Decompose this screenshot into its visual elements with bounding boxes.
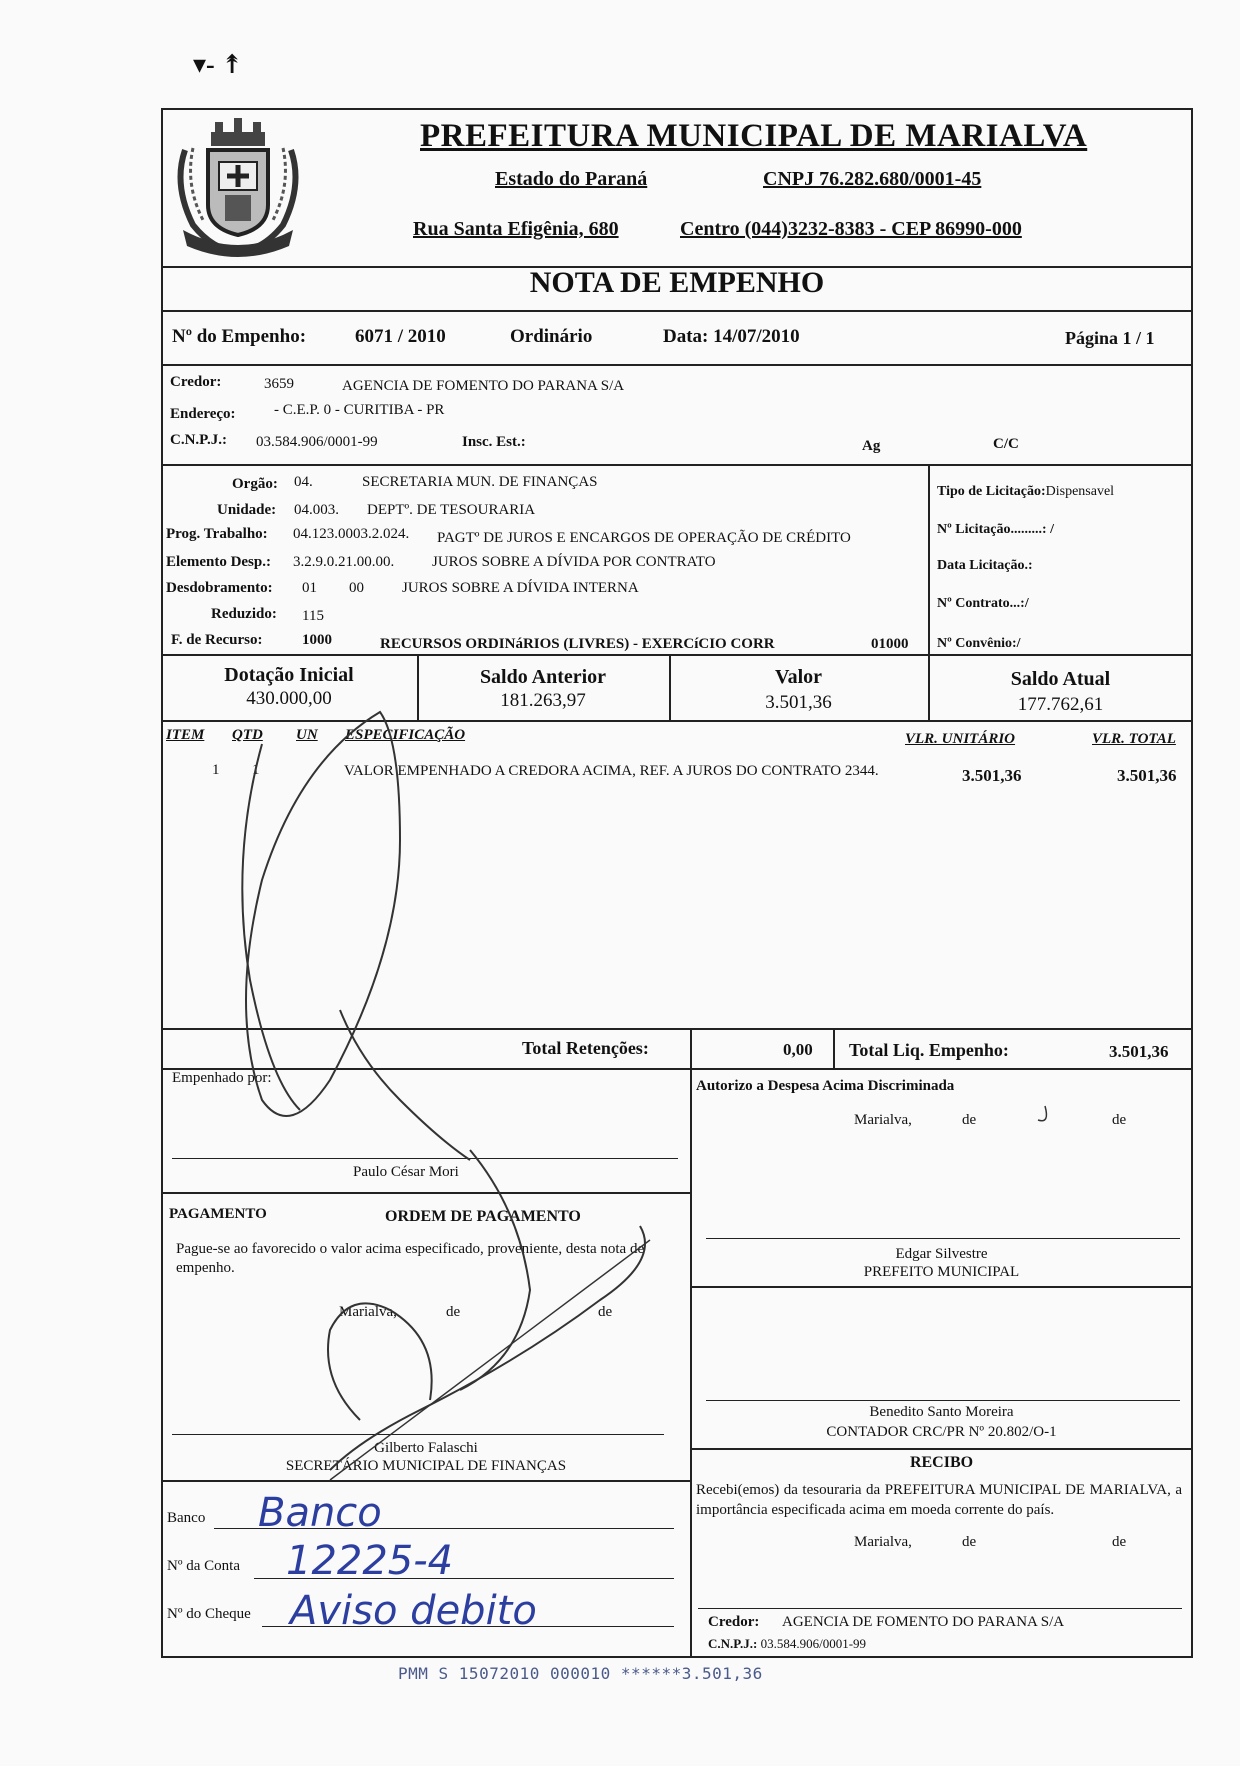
summary-row [161, 1028, 1193, 1070]
desd-code1: 01 [302, 580, 317, 596]
elem-label: Elemento Desp.: [166, 554, 271, 570]
fonte-code: 1000 [302, 632, 332, 648]
pagamento-text: Pague-se ao favorecido o valor acima especificado, proveniente, desta nota de empenho. [176, 1241, 645, 1276]
pagamento-de1: de [446, 1304, 461, 1320]
row-qtd: 1 [252, 762, 260, 778]
empenho-label: Nº do Empenho: [172, 326, 307, 347]
fonte-name: RECURSOS ORDINáRIOS (LIVRES) - EXERCíCIO CORR [380, 636, 775, 652]
licitacao-data: Data Licitação.: [937, 558, 1033, 573]
reduzido-value: 115 [302, 608, 324, 624]
licitacao-convenio: Nº Convênio:/ [937, 636, 1021, 651]
contador-title: CONTADOR CRC/PR Nº 20.802/O-1 [826, 1424, 1057, 1440]
banco-handwriting: Banco [258, 1490, 382, 1536]
col-un: UN [296, 727, 318, 743]
doc-title: NOTA DE EMPENHO [529, 266, 825, 299]
budget-divider [928, 464, 930, 656]
prefeito-title: PREFEITO MUNICIPAL [863, 1264, 1020, 1280]
orgao-name: SECRETARIA MUN. DE FINANÇAS [362, 474, 598, 490]
autorizo-de2: de [1112, 1112, 1127, 1128]
desd-name: JUROS SOBRE A DÍVIDA INTERNA [402, 580, 639, 596]
reduzido-label: Reduzido: [211, 606, 277, 622]
prog-code: 04.123.0003.2.024. [293, 526, 410, 542]
recibo-de1: de [962, 1534, 977, 1550]
unidade-label: Unidade: [217, 502, 277, 518]
corner-mark: ▾- ↟ [193, 50, 243, 79]
licitacao-numero: Nº Licitação.........: / [937, 522, 1054, 537]
prefeito-name: Edgar Silvestre [895, 1246, 988, 1262]
credor-cnpj: 03.584.906/0001-99 [256, 434, 378, 450]
recibo-credor-label: Credor: [708, 1614, 760, 1630]
col-qtd: QTD [232, 727, 263, 743]
autorizo-de1: de [962, 1112, 977, 1128]
prog-name: PAGTº DE JUROS E ENCARGOS DE OPERAÇÃO DE CRÉDITO [437, 530, 851, 546]
empenho-type: Ordinário [510, 326, 593, 347]
saldo-anterior-value: 181.263,97 [500, 690, 586, 711]
orgao-label: Orgão: [232, 476, 278, 492]
ag-label: Ag [862, 438, 881, 454]
row-item: 1 [212, 762, 220, 778]
unidade-code: 04.003. [294, 502, 339, 518]
unidade-name: DEPTº. DE TESOURARIA [367, 502, 536, 518]
empenhado-label: Empenhado por: [172, 1070, 272, 1086]
empenhado-name: Paulo César Mori [353, 1164, 459, 1180]
autorizo-place: Marialva, [854, 1112, 912, 1128]
liquido-label: Total Liq. Empenho: [849, 1040, 1009, 1060]
prog-label: Prog. Trabalho: [166, 526, 268, 542]
retencoes-value: 0,00 [783, 1040, 813, 1059]
dotacao-label: Dotação Inicial [224, 664, 354, 686]
credor-name: AGENCIA DE FOMENTO DO PARANA S/A [342, 378, 625, 394]
liquido-value: 3.501,36 [1109, 1042, 1169, 1061]
secretario-title: SECRETÁRIO MUNICIPAL DE FINANÇAS [285, 1458, 567, 1474]
col-item: ITEM [166, 727, 205, 743]
saldo-atual-value: 177.762,61 [1017, 694, 1104, 715]
insc-label: Insc. Est.: [462, 434, 526, 450]
row-unit: 3.501,36 [962, 766, 1022, 785]
autorizo-label: Autorizo a Despesa Acima Discriminada [696, 1078, 955, 1094]
prefeito-signature-line [706, 1238, 1180, 1239]
saldo-atual-label: Saldo Atual [1010, 668, 1111, 690]
recibo-de2: de [1112, 1534, 1127, 1550]
ordem-pagamento-label: ORDEM DE PAGAMENTO [385, 1208, 581, 1225]
recibo-place: Marialva, [854, 1534, 912, 1550]
summary-div-2 [833, 1028, 835, 1070]
credor-label: Credor: [170, 374, 222, 390]
payment-stamp: PMM S 15072010 000010 ******3.501,36 [398, 1664, 763, 1683]
recibo-signature-line [698, 1608, 1182, 1609]
credor-code: 3659 [264, 376, 294, 392]
pagamento-de2: de [598, 1304, 613, 1320]
recibo-cnpj [708, 1636, 866, 1652]
valor-value: 3.501,36 [765, 692, 832, 713]
cc-label: C/C [993, 436, 1019, 452]
cnpj-label: C.N.P.J.: [170, 432, 227, 448]
conta-label: Nº da Conta [167, 1558, 240, 1574]
coat-of-arms-icon [163, 110, 313, 260]
secretario-name: Gilberto Falaschi [374, 1440, 478, 1456]
contador-signature-line [706, 1400, 1180, 1401]
summary-div-1 [690, 1028, 692, 1070]
row-spec: VALOR EMPENHADO A CREDORA ACIMA, REF. A JUROS DO CONTRATO 2344. [344, 763, 879, 779]
credor-address: - C.E.P. 0 - CURITIBA - PR [274, 402, 445, 418]
col-spec: ESPECIFICAÇÃO [345, 727, 466, 743]
row-total: 3.501,36 [1117, 766, 1177, 785]
tipo-licitacao [937, 484, 1114, 500]
elem-name: JUROS SOBRE A DÍVIDA POR CONTRATO [432, 554, 716, 570]
desd-code2: 00 [349, 580, 364, 596]
contador-name: Benedito Santo Moreira [869, 1404, 1014, 1420]
address-label: Endereço: [170, 406, 236, 422]
fonte-code2: 01000 [871, 636, 909, 652]
header-cnpj: CNPJ 76.282.680/0001-45 [763, 168, 982, 190]
empenho-date: Data: 14/07/2010 [663, 326, 800, 347]
recibo-text: Recebi(emos) da tesouraria da PREFEITURA MUNICIPAL DE MARIALVA, a importância especificada acima em moeda corrente do país. [696, 1482, 1182, 1518]
conta-handwriting: 12225-4 [286, 1538, 454, 1584]
recibo-cnpj-label: C.N.P.J.: [708, 1636, 758, 1651]
licitacao-contrato: Nº Contrato...:/ [937, 596, 1029, 611]
contador-bottom [690, 1448, 1193, 1450]
recibo-cnpj-value: 03.584.906/0001-99 [760, 1636, 867, 1651]
prefeito-bottom [690, 1286, 1193, 1288]
tipo-label: Tipo de Licitação: [937, 484, 1046, 499]
pagamento-label: PAGAMENTO [169, 1206, 267, 1222]
valor-label: Valor [774, 666, 823, 688]
empenhado-bottom [161, 1192, 691, 1194]
cheque-handwriting: Aviso debito [290, 1588, 537, 1634]
secretario-bottom [161, 1480, 691, 1482]
lower-divider [690, 1068, 692, 1658]
secretario-signature-line [172, 1434, 664, 1435]
cheque-label: Nº do Cheque [167, 1606, 251, 1622]
header-title: PREFEITURA MUNICIPAL DE MARIALVA [420, 118, 1088, 154]
col-total: VLR. TOTAL [1092, 731, 1176, 747]
orgao-code: 04. [294, 474, 313, 490]
banco-label: Banco [167, 1510, 206, 1526]
recibo-label: RECIBO [909, 1454, 974, 1471]
retencoes-label: Total Retenções: [522, 1038, 649, 1058]
pagamento-place: Marialva, [339, 1304, 397, 1320]
header-address-rest: Centro (044)3232-8383 - CEP 86990-000 [680, 218, 1022, 240]
page-number: Página 1 / 1 [1065, 328, 1155, 348]
header-state: Estado do Paraná [495, 168, 648, 190]
saldo-anterior-label: Saldo Anterior [479, 666, 607, 688]
recibo-credor-name: AGENCIA DE FOMENTO DO PARANA S/A [782, 1614, 1065, 1630]
dotacao-value: 430.000,00 [246, 688, 332, 709]
elem-code: 3.2.9.0.21.00.00. [293, 554, 395, 570]
fonte-label: F. de Recurso: [171, 632, 263, 648]
empenho-number: 6071 / 2010 [355, 326, 446, 347]
empenhado-signature-line [172, 1158, 678, 1159]
header-address: Rua Santa Efigênia, 680 [413, 218, 619, 240]
col-unit: VLR. UNITÁRIO [905, 731, 1016, 747]
desd-label: Desdobramento: [166, 580, 273, 596]
tipo-value: Dispensavel [1045, 484, 1115, 499]
